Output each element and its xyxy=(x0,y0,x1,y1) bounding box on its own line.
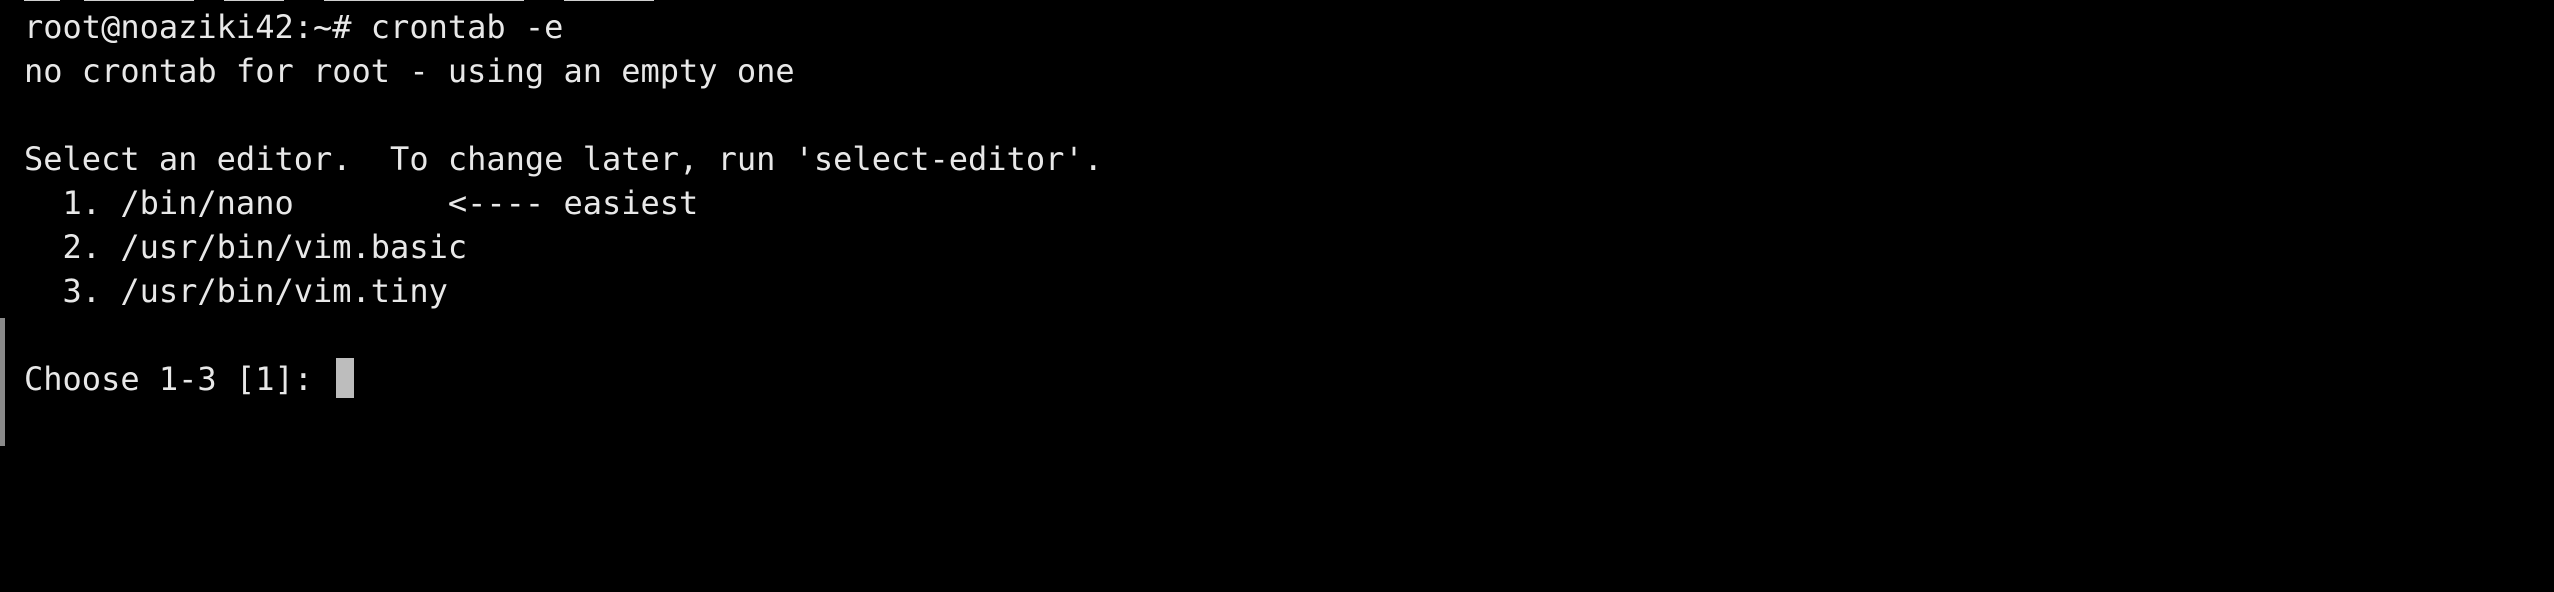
choose-prompt-label: Choose 1-3 [1]: xyxy=(24,360,333,398)
choose-prompt-line[interactable] xyxy=(24,357,354,401)
output-line-no-crontab: no crontab for root - using an empty one xyxy=(24,52,795,90)
command-line: root@noaziki42:~# crontab -e xyxy=(24,8,564,46)
editor-option-vim-tiny: 3. /usr/bin/vim.tiny xyxy=(24,272,448,310)
text-cursor xyxy=(336,358,354,398)
scroll-marker xyxy=(0,318,5,446)
output-line-select-editor: Select an editor. To change later, run 'select-editor'. xyxy=(24,140,1103,178)
clipped-previous-line xyxy=(24,0,724,2)
editor-option-vim-basic: 2. /usr/bin/vim.basic xyxy=(24,228,468,266)
editor-option-nano: 1. /bin/nano <---- easiest xyxy=(24,184,699,222)
